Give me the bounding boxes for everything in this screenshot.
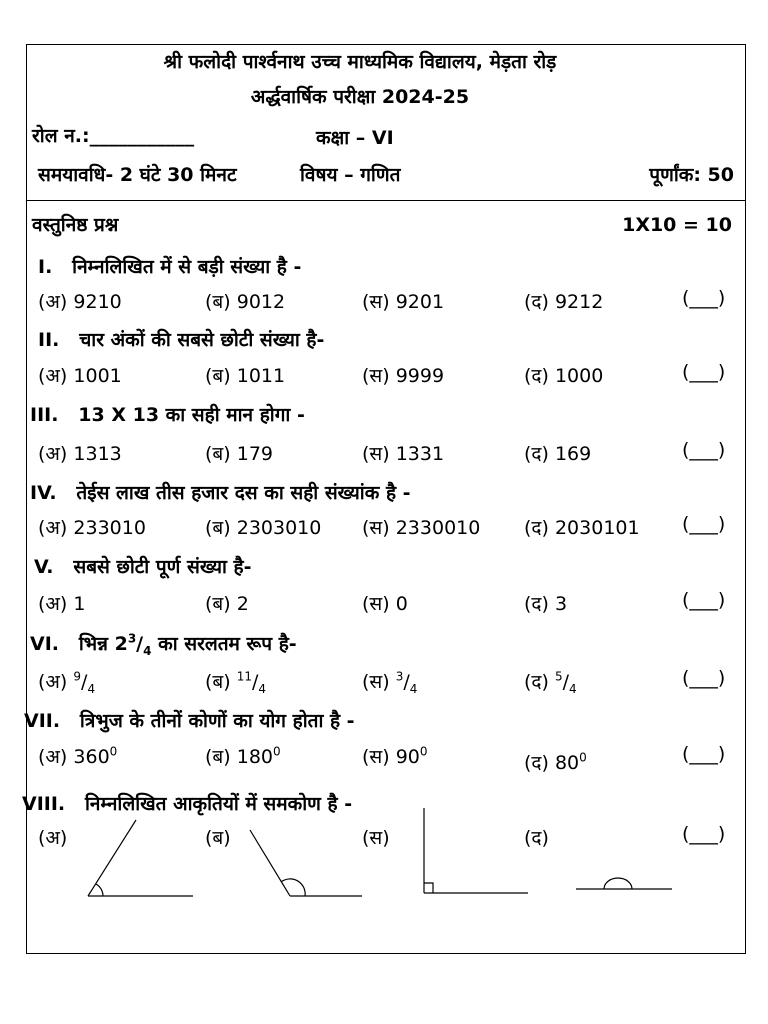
answer-blank: (___): [682, 667, 726, 689]
answer-blank: (___): [682, 439, 726, 461]
option-a: (अ) 9210: [38, 291, 122, 313]
duration-label: समयावधि- 2 घंटे 30 मिनट: [38, 164, 237, 186]
option-d: (द) $80^0$: [524, 750, 587, 774]
answer-blank: (___): [682, 823, 726, 845]
option-d: (द) 3: [524, 593, 568, 615]
option-c: (स) 9201: [362, 291, 445, 313]
option-b: (ब) $180^0$: [205, 744, 281, 768]
option-c: (स) 0: [362, 593, 408, 615]
option-d: (द) $^5/_4$: [524, 669, 577, 696]
question-4: [30, 481, 411, 505]
question-number: III.: [30, 404, 59, 426]
subject-label: विषय – गणित: [300, 164, 401, 186]
question-number: II.: [38, 329, 60, 351]
roll-blank: ___________: [89, 125, 195, 147]
question-2: [38, 328, 324, 352]
question-text: निम्नलिखित आकृतियों में समकोण है -: [85, 793, 353, 815]
question-text: तेईस लाख तीस हजार दस का सही संख्यांक है -: [76, 482, 411, 504]
answer-blank: (___): [682, 589, 726, 611]
option-c: (स) $90^0$: [362, 744, 428, 768]
option-c: (स): [362, 827, 390, 849]
exam-title: अर्द्धवार्षिक परीक्षा 2024-25: [250, 86, 470, 108]
section-marks: 1X10 = 10: [622, 214, 732, 236]
question-number: VIII.: [22, 793, 66, 815]
option-c: (स) $^3/_4$: [362, 669, 418, 696]
question-text: निम्नलिखित में से बड़ी संख्या है -: [72, 256, 302, 278]
option-d: (द) 1000: [524, 365, 604, 387]
question-7: [24, 709, 355, 733]
question-text: सबसे छोटी पूर्ण संख्या है-: [73, 556, 252, 578]
header-divider: [27, 200, 745, 201]
question-number: VI.: [30, 633, 59, 655]
option-c: (स) 9999: [362, 365, 445, 387]
option-d: (द) 169: [524, 443, 592, 465]
option-b: (ब) 2: [205, 593, 249, 615]
roll-number-row: [32, 124, 194, 148]
question-3: [30, 403, 305, 427]
option-b: (ब) $^{11}/_4$: [205, 669, 267, 696]
question-6: [30, 632, 297, 656]
answer-blank: (___): [682, 361, 726, 383]
answer-blank: (___): [682, 513, 726, 535]
answer-blank: (___): [682, 287, 726, 309]
option-a: (अ) 1313: [38, 443, 122, 465]
answer-blank: (___): [682, 743, 726, 765]
section-title: वस्तुनिष्ठ प्रश्न: [32, 214, 119, 236]
question-1: [38, 255, 301, 279]
option-d: (द): [524, 827, 549, 849]
option-a: (अ): [38, 827, 68, 849]
option-c: (स) 1331: [362, 443, 445, 465]
class-label: कक्षा – VI: [316, 127, 394, 149]
school-name: श्री फलोदी पार्श्वनाथ उच्च माध्यमिक विद्यालय, मेड़ता रोड़: [163, 51, 557, 73]
option-b: (ब) 9012: [205, 291, 286, 313]
option-b: (ब) 1011: [205, 365, 286, 387]
option-b: (ब) 2303010: [205, 517, 322, 539]
question-number: V.: [34, 556, 54, 578]
option-b: (ब) 179: [205, 443, 273, 465]
option-a: (अ) 1: [38, 593, 86, 615]
question-text: भिन्न $2^3/_4$ का सरलतम रूप है-: [78, 631, 297, 658]
option-b: (ब): [205, 827, 231, 849]
question-5: [34, 555, 251, 579]
option-a: (अ) 233010: [38, 517, 146, 539]
roll-label: रोल न.:: [32, 125, 90, 147]
question-text: 13 X 13 का सही मान होगा -: [78, 404, 305, 426]
option-d: (द) 2030101: [524, 517, 640, 539]
question-number: VII.: [24, 710, 61, 732]
option-a: (अ) $^9/_4$: [38, 669, 96, 696]
option-a: (अ) $360^0$: [38, 744, 118, 768]
option-a: (अ) 1001: [38, 365, 122, 387]
question-number: IV.: [30, 482, 57, 504]
option-c: (स) 2330010: [362, 517, 481, 539]
question-text: चार अंकों की सबसे छोटी संख्या है-: [79, 329, 325, 351]
option-d: (द) 9212: [524, 291, 604, 313]
question-8: [22, 792, 352, 816]
question-text: त्रिभुज के तीनों कोणों का योग होता है -: [79, 710, 355, 732]
question-number: I.: [38, 256, 53, 278]
max-marks-label: पूर्णांक: 50: [649, 164, 734, 186]
